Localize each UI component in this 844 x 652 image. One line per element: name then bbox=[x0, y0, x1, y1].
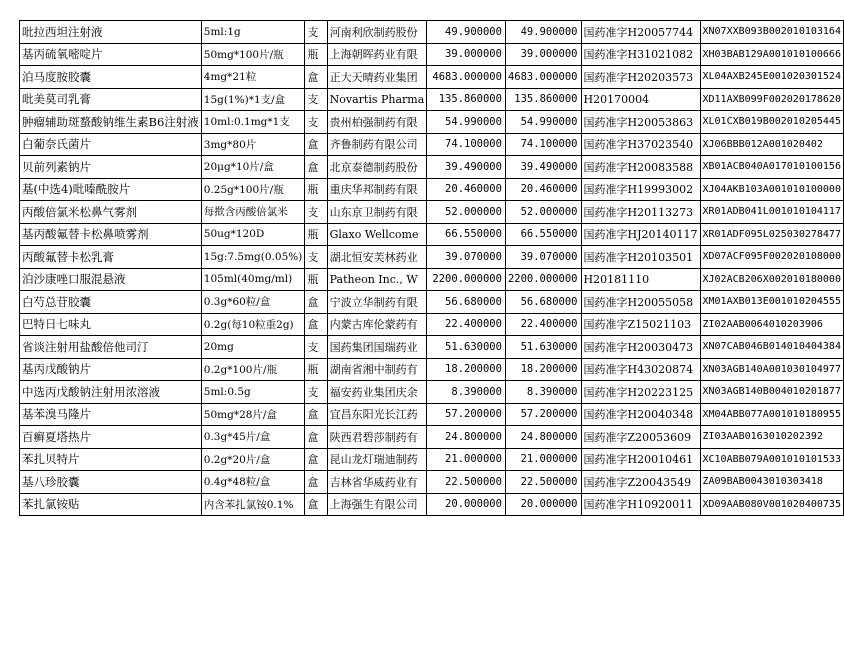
unit-cell[interactable]: 盒 bbox=[305, 133, 327, 156]
specification-cell[interactable]: 50ug*120D bbox=[201, 223, 305, 246]
unit-cell[interactable]: 支 bbox=[305, 246, 327, 269]
retail-price-cell[interactable]: 22.500000 bbox=[505, 471, 581, 494]
approval-number-cell[interactable]: 国药准字H20030473 bbox=[581, 336, 700, 359]
table-row[interactable] bbox=[20, 471, 844, 494]
specification-cell[interactable]: 5ml:0.5g bbox=[201, 381, 305, 404]
drug-code-cell[interactable]: XN07CAB046B014010404384 bbox=[700, 336, 844, 359]
manufacturer-cell[interactable]: 宁波立华制药有限 bbox=[327, 291, 427, 314]
approval-number-cell[interactable]: 国药准字H20083588 bbox=[581, 156, 700, 179]
drug-name-cell[interactable]: 基丙硫氧嘧啶片 bbox=[20, 43, 202, 66]
specification-cell[interactable]: 10ml:0.1mg*1支 bbox=[201, 111, 305, 134]
price-cell[interactable]: 39.490000 bbox=[427, 156, 506, 179]
drug-name-cell[interactable]: 肿瘤辅助斑蝥酸钠维生素B6注射液 bbox=[20, 111, 202, 134]
approval-number-cell[interactable]: 国药准字H20103501 bbox=[581, 246, 700, 269]
manufacturer-cell[interactable]: 上海强生有限公司 bbox=[327, 493, 427, 516]
drug-name-cell[interactable]: 泊马度胺胶囊 bbox=[20, 66, 202, 89]
drug-name-cell[interactable]: 吡美莫司乳膏 bbox=[20, 88, 202, 111]
manufacturer-cell[interactable]: 福安药业集团庆余 bbox=[327, 381, 427, 404]
drug-code-cell[interactable]: XN07XXB093B002010103164 bbox=[700, 21, 844, 44]
specification-cell[interactable]: 105ml(40mg/ml) bbox=[201, 268, 305, 291]
approval-number-cell[interactable]: 国药准字H20057744 bbox=[581, 21, 700, 44]
drug-code-cell[interactable]: XD07ACF095F002020108000 bbox=[700, 246, 844, 269]
unit-cell[interactable]: 盒 bbox=[305, 448, 327, 471]
drug-name-cell[interactable]: 巴特日七味丸 bbox=[20, 313, 202, 336]
manufacturer-cell[interactable]: 北京泰德制药股份 bbox=[327, 156, 427, 179]
table-row[interactable] bbox=[20, 403, 844, 426]
drug-code-cell[interactable]: XR01ADB041L001010104117 bbox=[700, 201, 844, 224]
spreadsheet bbox=[19, 20, 844, 516]
price-cell[interactable]: 39.070000 bbox=[427, 246, 506, 269]
unit-cell[interactable]: 支 bbox=[305, 88, 327, 111]
retail-price-cell[interactable]: 18.200000 bbox=[505, 358, 581, 381]
manufacturer-cell[interactable]: 国药集团国瑞药业 bbox=[327, 336, 427, 359]
drug-code-cell[interactable]: ZI03AAB0163010202392 bbox=[700, 426, 844, 449]
retail-price-cell[interactable]: 52.000000 bbox=[505, 201, 581, 224]
approval-number-cell[interactable]: 国药准字H37023540 bbox=[581, 133, 700, 156]
specification-cell[interactable]: 20μg*10片/盒 bbox=[201, 156, 305, 179]
table-row[interactable] bbox=[20, 223, 844, 246]
manufacturer-cell[interactable]: 陕西君碧莎制药有 bbox=[327, 426, 427, 449]
approval-number-cell[interactable]: 国药准字H20053863 bbox=[581, 111, 700, 134]
approval-number-cell[interactable]: 国药准字H20040348 bbox=[581, 403, 700, 426]
retail-price-cell[interactable]: 21.000000 bbox=[505, 448, 581, 471]
drug-code-cell[interactable]: XM01AXB013E001010204555 bbox=[700, 291, 844, 314]
price-cell[interactable]: 18.200000 bbox=[427, 358, 506, 381]
manufacturer-cell[interactable]: Glaxo Wellcome bbox=[327, 223, 427, 246]
specification-cell[interactable]: 50mg*100片/瓶 bbox=[201, 43, 305, 66]
price-cell[interactable]: 20.460000 bbox=[427, 178, 506, 201]
drug-code-cell[interactable]: XD09AAB080V001020400735 bbox=[700, 493, 844, 516]
unit-cell[interactable]: 盒 bbox=[305, 291, 327, 314]
table-row[interactable] bbox=[20, 448, 844, 471]
approval-number-cell[interactable]: 国药准字Z20053609 bbox=[581, 426, 700, 449]
price-cell[interactable]: 8.390000 bbox=[427, 381, 506, 404]
table-row[interactable] bbox=[20, 313, 844, 336]
specification-cell[interactable]: 0.4g*48粒/盒 bbox=[201, 471, 305, 494]
manufacturer-cell[interactable]: 贵州柏强制药有限 bbox=[327, 111, 427, 134]
price-cell[interactable]: 54.990000 bbox=[427, 111, 506, 134]
retail-price-cell[interactable]: 39.000000 bbox=[505, 43, 581, 66]
retail-price-cell[interactable]: 51.630000 bbox=[505, 336, 581, 359]
manufacturer-cell[interactable]: Patheon Inc., W bbox=[327, 268, 427, 291]
manufacturer-cell[interactable]: 河南利欣制药股份 bbox=[327, 21, 427, 44]
approval-number-cell[interactable]: 国药准字Z15021103 bbox=[581, 313, 700, 336]
table-row[interactable] bbox=[20, 493, 844, 516]
manufacturer-cell[interactable]: 齐鲁制药有限公司 bbox=[327, 133, 427, 156]
table-row[interactable] bbox=[20, 111, 844, 134]
table-row[interactable] bbox=[20, 178, 844, 201]
table-row[interactable] bbox=[20, 268, 844, 291]
table-row[interactable] bbox=[20, 66, 844, 89]
unit-cell[interactable]: 瓶 bbox=[305, 223, 327, 246]
retail-price-cell[interactable]: 4683.000000 bbox=[505, 66, 581, 89]
manufacturer-cell[interactable]: 山东京卫制药有限 bbox=[327, 201, 427, 224]
specification-cell[interactable]: 0.3g*45片/盒 bbox=[201, 426, 305, 449]
retail-price-cell[interactable]: 66.550000 bbox=[505, 223, 581, 246]
price-cell[interactable]: 20.000000 bbox=[427, 493, 506, 516]
approval-number-cell[interactable]: 国药准字H19993002 bbox=[581, 178, 700, 201]
price-cell[interactable]: 52.000000 bbox=[427, 201, 506, 224]
approval-number-cell[interactable]: 国药准字H43020874 bbox=[581, 358, 700, 381]
retail-price-cell[interactable]: 39.490000 bbox=[505, 156, 581, 179]
unit-cell[interactable]: 盒 bbox=[305, 403, 327, 426]
retail-price-cell[interactable]: 20.460000 bbox=[505, 178, 581, 201]
retail-price-cell[interactable]: 24.800000 bbox=[505, 426, 581, 449]
manufacturer-cell[interactable]: 宜昌东阳光长江药 bbox=[327, 403, 427, 426]
manufacturer-cell[interactable]: 吉林省华威药业有 bbox=[327, 471, 427, 494]
drug-code-cell[interactable]: XJ02ACB206X002010180000 bbox=[700, 268, 844, 291]
drug-code-cell[interactable]: XJ06BBB012A001020402 bbox=[700, 133, 844, 156]
drug-code-cell[interactable]: XN03AGB140B004010201877 bbox=[700, 381, 844, 404]
specification-cell[interactable]: 0.2g(每10粒重2g) bbox=[201, 313, 305, 336]
approval-number-cell[interactable]: 国药准字H31021082 bbox=[581, 43, 700, 66]
drug-code-cell[interactable]: XL04AXB245E001020301524 bbox=[700, 66, 844, 89]
manufacturer-cell[interactable]: 重庆华邦制药有限 bbox=[327, 178, 427, 201]
drug-name-cell[interactable]: 基苯溴马隆片 bbox=[20, 403, 202, 426]
unit-cell[interactable]: 支 bbox=[305, 336, 327, 359]
unit-cell[interactable]: 支 bbox=[305, 201, 327, 224]
price-cell[interactable]: 49.900000 bbox=[427, 21, 506, 44]
unit-cell[interactable]: 盒 bbox=[305, 156, 327, 179]
approval-number-cell[interactable]: 国药准字H10920011 bbox=[581, 493, 700, 516]
drug-name-cell[interactable]: 苯扎贝特片 bbox=[20, 448, 202, 471]
unit-cell[interactable]: 盒 bbox=[305, 493, 327, 516]
drug-name-cell[interactable]: 白芍总苷胶囊 bbox=[20, 291, 202, 314]
table-row[interactable] bbox=[20, 336, 844, 359]
retail-price-cell[interactable]: 20.000000 bbox=[505, 493, 581, 516]
unit-cell[interactable]: 瓶 bbox=[305, 358, 327, 381]
price-cell[interactable]: 74.100000 bbox=[427, 133, 506, 156]
table-row[interactable] bbox=[20, 358, 844, 381]
price-cell[interactable]: 22.400000 bbox=[427, 313, 506, 336]
drug-name-cell[interactable]: 基丙酸氟替卡松鼻喷雾剂 bbox=[20, 223, 202, 246]
drug-price-table bbox=[19, 20, 844, 516]
drug-name-cell[interactable]: 丙酸氟替卡松乳膏 bbox=[20, 246, 202, 269]
price-cell[interactable]: 66.550000 bbox=[427, 223, 506, 246]
drug-code-cell[interactable]: ZA09BAB0043010303418 bbox=[700, 471, 844, 494]
table-row[interactable] bbox=[20, 133, 844, 156]
table-row[interactable] bbox=[20, 156, 844, 179]
drug-name-cell[interactable]: 吡拉西坦注射液 bbox=[20, 21, 202, 44]
drug-code-cell[interactable]: XN03AGB140A001030104977 bbox=[700, 358, 844, 381]
drug-code-cell[interactable]: XC10ABB079A001010101533 bbox=[700, 448, 844, 471]
drug-name-cell[interactable]: 丙酸倍氯米松鼻气雾剂 bbox=[20, 201, 202, 224]
table-row[interactable] bbox=[20, 21, 844, 44]
table-row[interactable] bbox=[20, 426, 844, 449]
approval-number-cell[interactable]: 国药准字HJ20140117 bbox=[581, 223, 700, 246]
approval-number-cell[interactable]: 国药准字H20113273 bbox=[581, 201, 700, 224]
manufacturer-cell[interactable]: 昆山龙灯瑞迪制药 bbox=[327, 448, 427, 471]
retail-price-cell[interactable]: 39.070000 bbox=[505, 246, 581, 269]
drug-code-cell[interactable]: ZI02AAB0064010203906 bbox=[700, 313, 844, 336]
drug-code-cell[interactable]: XR01ADF095L025030278477 bbox=[700, 223, 844, 246]
specification-cell[interactable]: 5ml:1g bbox=[201, 21, 305, 44]
manufacturer-cell[interactable]: 内蒙古库伦蒙药有 bbox=[327, 313, 427, 336]
specification-cell[interactable]: 内含苯扎氯铵0.1% bbox=[201, 493, 305, 516]
specification-cell[interactable]: 15g(1%)*1支/盒 bbox=[201, 88, 305, 111]
approval-number-cell[interactable]: H20170004 bbox=[581, 88, 700, 111]
specification-cell[interactable]: 0.25g*100片/瓶 bbox=[201, 178, 305, 201]
approval-number-cell[interactable]: 国药准字H20010461 bbox=[581, 448, 700, 471]
retail-price-cell[interactable]: 135.860000 bbox=[505, 88, 581, 111]
drug-code-cell[interactable]: XL01CXB019B002010205445 bbox=[700, 111, 844, 134]
drug-code-cell[interactable]: XM04ABB077A001010180955 bbox=[700, 403, 844, 426]
unit-cell[interactable]: 支 bbox=[305, 111, 327, 134]
unit-cell[interactable]: 盒 bbox=[305, 66, 327, 89]
approval-number-cell[interactable]: 国药准字H20055058 bbox=[581, 291, 700, 314]
drug-name-cell[interactable]: 百癣夏塔热片 bbox=[20, 426, 202, 449]
drug-name-cell[interactable]: 白葡奈氏菌片 bbox=[20, 133, 202, 156]
unit-cell[interactable]: 支 bbox=[305, 381, 327, 404]
manufacturer-cell[interactable]: 湖南省湘中制药有 bbox=[327, 358, 427, 381]
drug-name-cell[interactable]: 基八珍胶囊 bbox=[20, 471, 202, 494]
specification-cell[interactable]: 0.2g*20片/盒 bbox=[201, 448, 305, 471]
price-cell[interactable]: 135.860000 bbox=[427, 88, 506, 111]
table-body bbox=[20, 21, 844, 516]
price-cell[interactable]: 24.800000 bbox=[427, 426, 506, 449]
approval-number-cell[interactable]: H20181110 bbox=[581, 268, 700, 291]
specification-cell[interactable]: 0.2g*100片/瓶 bbox=[201, 358, 305, 381]
retail-price-cell[interactable]: 57.200000 bbox=[505, 403, 581, 426]
retail-price-cell[interactable]: 49.900000 bbox=[505, 21, 581, 44]
table-row[interactable] bbox=[20, 88, 844, 111]
unit-cell[interactable]: 瓶 bbox=[305, 178, 327, 201]
retail-price-cell[interactable]: 56.680000 bbox=[505, 291, 581, 314]
price-cell[interactable]: 4683.000000 bbox=[427, 66, 506, 89]
specification-cell[interactable]: 3mg*80片 bbox=[201, 133, 305, 156]
unit-cell[interactable]: 盒 bbox=[305, 313, 327, 336]
price-cell[interactable]: 22.500000 bbox=[427, 471, 506, 494]
table-row[interactable] bbox=[20, 291, 844, 314]
unit-cell[interactable]: 盒 bbox=[305, 426, 327, 449]
drug-code-cell[interactable]: XD11AXB099F002020178620 bbox=[700, 88, 844, 111]
drug-code-cell[interactable]: XH03BAB129A001010100666 bbox=[700, 43, 844, 66]
price-cell[interactable]: 21.000000 bbox=[427, 448, 506, 471]
specification-cell[interactable]: 20mg bbox=[201, 336, 305, 359]
drug-name-cell[interactable]: 中选丙戊酸钠注射用浓溶液 bbox=[20, 381, 202, 404]
price-cell[interactable]: 39.000000 bbox=[427, 43, 506, 66]
drug-name-cell[interactable]: 贝前列素钠片 bbox=[20, 156, 202, 179]
table-row[interactable] bbox=[20, 381, 844, 404]
retail-price-cell[interactable]: 2200.000000 bbox=[505, 268, 581, 291]
price-cell[interactable]: 2200.000000 bbox=[427, 268, 506, 291]
table-row[interactable] bbox=[20, 201, 844, 224]
specification-cell[interactable]: 0.3g*60粒/盒 bbox=[201, 291, 305, 314]
retail-price-cell[interactable]: 74.100000 bbox=[505, 133, 581, 156]
manufacturer-cell[interactable]: 上海朝晖药业有限 bbox=[327, 43, 427, 66]
approval-number-cell[interactable]: 国药准字H20203573 bbox=[581, 66, 700, 89]
unit-cell[interactable]: 瓶 bbox=[305, 43, 327, 66]
table-row[interactable] bbox=[20, 43, 844, 66]
approval-number-cell[interactable]: 国药准字Z20043549 bbox=[581, 471, 700, 494]
unit-cell[interactable]: 支 bbox=[305, 21, 327, 44]
retail-price-cell[interactable]: 54.990000 bbox=[505, 111, 581, 134]
specification-cell[interactable]: 每揿含丙酸倍氯米 bbox=[201, 201, 305, 224]
price-cell[interactable]: 56.680000 bbox=[427, 291, 506, 314]
drug-name-cell[interactable]: 基丙戊酸钠片 bbox=[20, 358, 202, 381]
drug-code-cell[interactable]: XJ04AKB103A001010100000 bbox=[700, 178, 844, 201]
drug-name-cell[interactable]: 基(中选4)吡嗪酰胺片 bbox=[20, 178, 202, 201]
retail-price-cell[interactable]: 8.390000 bbox=[505, 381, 581, 404]
drug-code-cell[interactable]: XB01ACB040A017010100156 bbox=[700, 156, 844, 179]
drug-name-cell[interactable]: 泊沙康唑口服混悬液 bbox=[20, 268, 202, 291]
drug-name-cell[interactable]: 省谈注射用盐酸倍他司汀 bbox=[20, 336, 202, 359]
price-cell[interactable]: 51.630000 bbox=[427, 336, 506, 359]
specification-cell[interactable]: 4mg*21粒 bbox=[201, 66, 305, 89]
retail-price-cell[interactable]: 22.400000 bbox=[505, 313, 581, 336]
price-cell[interactable]: 57.200000 bbox=[427, 403, 506, 426]
unit-cell[interactable]: 盒 bbox=[305, 471, 327, 494]
manufacturer-cell[interactable]: 正大天晴药业集团 bbox=[327, 66, 427, 89]
unit-cell[interactable]: 瓶 bbox=[305, 268, 327, 291]
manufacturer-cell[interactable]: 湖北恒安芙林药业 bbox=[327, 246, 427, 269]
specification-cell[interactable]: 15g:7.5mg(0.05%) bbox=[201, 246, 305, 269]
specification-cell[interactable]: 50mg*28片/盒 bbox=[201, 403, 305, 426]
table-row[interactable] bbox=[20, 246, 844, 269]
drug-name-cell[interactable]: 苯扎氯铵贴 bbox=[20, 493, 202, 516]
approval-number-cell[interactable]: 国药准字H20223125 bbox=[581, 381, 700, 404]
manufacturer-cell[interactable]: Novartis Pharma bbox=[327, 88, 427, 111]
